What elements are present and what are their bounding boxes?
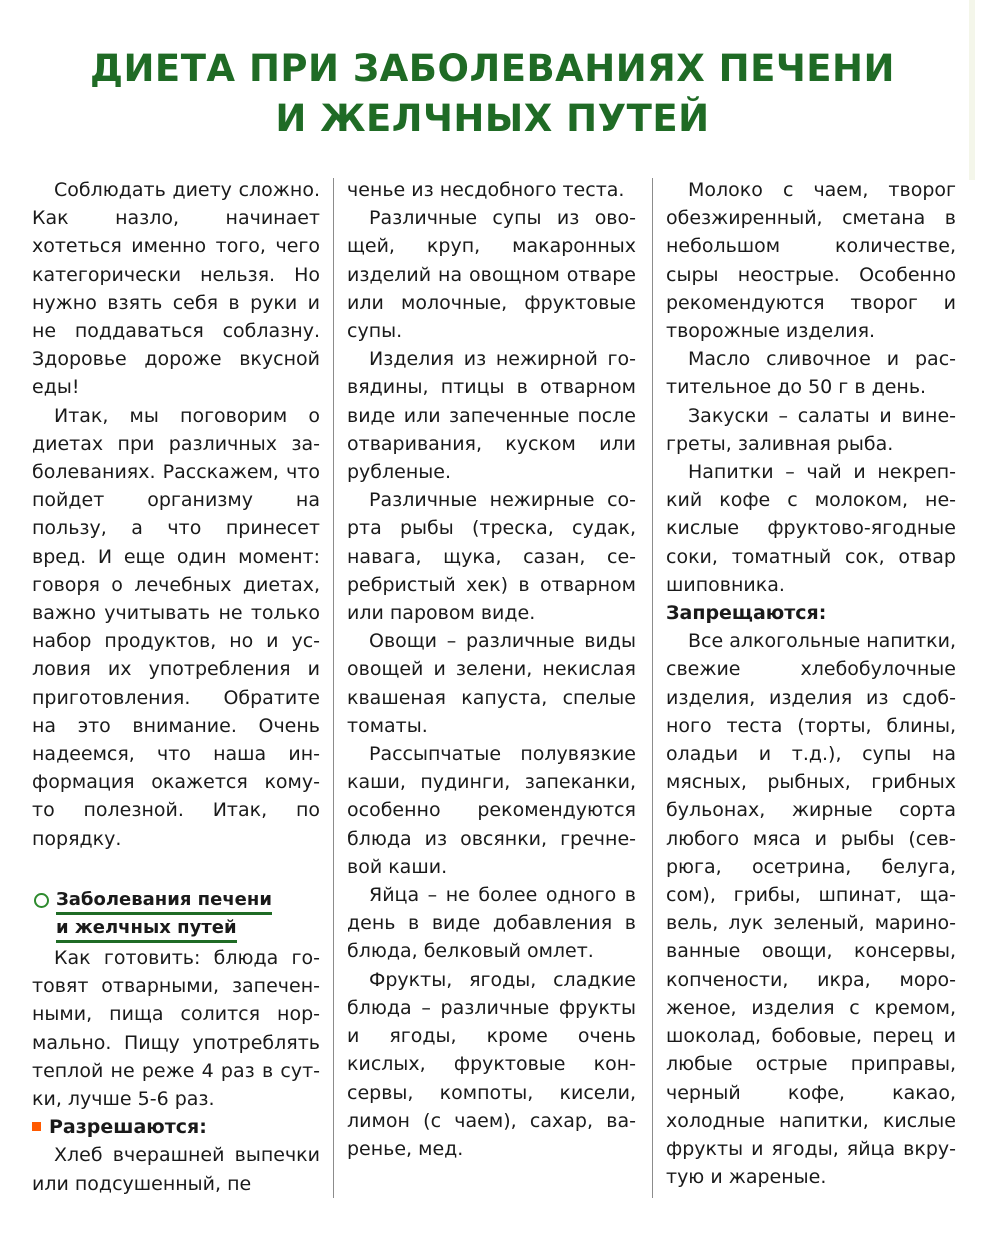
paragraph: Овощи – различные виды овощей и зелени, некислая квашеная капуста, спелые томаты.	[347, 630, 636, 737]
column-1	[32, 176, 320, 853]
subheading-line-2: и желчных путей	[56, 916, 237, 943]
paragraph: Все алкогольные напитки, свежие хлебобулочные изделия, изделия из сдобного теста (торты, блины, оладьи и т.д.), супы на мясных, рыбных, грибных бульонах, жирные сорта любого мяса и рыбы (севрюга, осетрина, белуга, сом), грибы, шпинат, щавель, лук зеленый, маринованные овощи, консервы, копчености, икра, мороженое, изделия с кремом, шоколад, бобовые, перец и любые острые приправы, черный кофе, какао, холодные напитки, кислые фрукты и ягоды, яйца вкрутую и жареные.	[666, 630, 956, 1189]
column-2	[347, 176, 636, 1163]
forbidden-heading: Запрещаются:	[666, 602, 827, 625]
column-divider	[333, 178, 334, 1198]
allowed-heading	[32, 1113, 320, 1141]
subheading-line-1: Заболевания печени	[56, 888, 272, 915]
paragraph: Закуски – салаты и винегреты, заливная рыба.	[666, 404, 956, 455]
paragraph: ченье из несдобного теста.	[347, 179, 625, 201]
paragraph: Различные нежирные сорта рыбы (треска, судак, навага, щука, сазан, серебристый хек) в отварном или паровом виде.	[347, 489, 636, 625]
column-1-continued	[32, 944, 320, 1198]
allowed-heading-text: Разрешаются:	[49, 1116, 207, 1139]
paragraph: Соблюдать диету сложно. Как назло, начинает хотеться именно того, чего категорически нельзя. Но нужно взять себя в руки и не поддаваться соблазну. Здоровье дороже вкусной еды!	[32, 179, 320, 399]
paragraph: Масло сливочное и растительное до 50 г в день.	[666, 348, 956, 399]
paragraph: Напитки – чай и некрепкий кофе с молоком, некислые фруктово-ягодные соки, томатный сок, отвар шиповника.	[666, 461, 956, 596]
page-title	[0, 44, 985, 144]
column-3	[666, 176, 956, 1191]
paragraph: Рассыпчатые полувязкие каши, пудинги, запеканки, особенно рекомендуются блюда из овсянки, гречневой каши.	[347, 743, 636, 878]
title-line-2: И ЖЕЛЧНЫХ ПУТЕЙ	[275, 97, 710, 140]
column-divider	[652, 178, 653, 1198]
paragraph: Молоко с чаем, творог обезжиренный, сметана в небольшом количестве, сыры неострые. Особенно рекомендуются творог и творожные изделия.	[666, 179, 956, 343]
paragraph: Хлеб вчерашней выпечки или подсушенный, пе	[32, 1144, 320, 1195]
paragraph: Яйца – не более одного в день в виде добавления в блюда, белковый омлет.	[347, 884, 636, 963]
paragraph: Итак, мы поговорим о диетах при различных заболеваниях. Расскажем, что пойдет организму на пользу, а что принесет вред. И еще один момент: говоря о лечебных диетах, важно учитывать не только набор продуктов, но и условия их употребления и приготовления. Обратите на это внимание. Очень надеемся, что наша информация окажется кому-то полезной. Итак, по порядку.	[32, 404, 320, 850]
square-bullet-icon	[32, 1122, 41, 1131]
paragraph: Фрукты, ягоды, сладкие блюда – различные фрукты и ягоды, кроме очень кислых, фруктовые консервы, компоты, кисели, лимон (с чаем), сахар, варенье, мед.	[347, 968, 636, 1160]
paragraph: Как готовить: блюда готовят отварными, запеченными, пища солится нормально. Пищу употреблять теплой не реже 4 раз в сутки, лучше 5-6 раз.	[32, 947, 320, 1111]
circle-bullet-icon	[34, 893, 49, 908]
paragraph: Различные супы из овощей, круп, макаронных изделий на овощном отваре или молочные, фруктовые супы.	[347, 207, 636, 343]
paragraph: Изделия из нежирной говядины, птицы в отварном виде или запеченные после отваривания, куском или рубленые.	[347, 348, 636, 484]
title-line-1: ДИЕТА ПРИ ЗАБОЛЕВАНИЯХ ПЕЧЕНИ	[90, 47, 895, 90]
